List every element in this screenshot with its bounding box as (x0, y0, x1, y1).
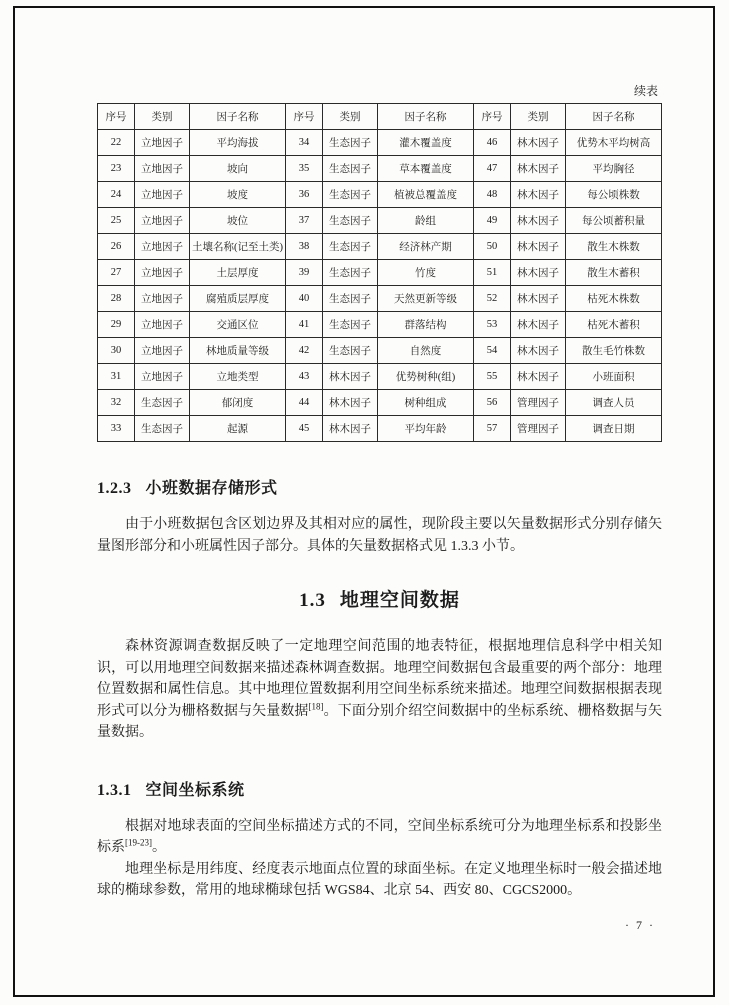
table-body (98, 130, 662, 442)
table-row (98, 286, 662, 312)
table-cell: 25 (98, 208, 135, 234)
table-cell: 林木因子 (511, 156, 566, 182)
table-cell: 35 (286, 156, 323, 182)
table-cell: 坡位 (190, 208, 286, 234)
section-heading-1-3 (97, 585, 662, 612)
table-cell: 林木因子 (323, 416, 378, 442)
table-cell: 生态因子 (323, 130, 378, 156)
table-cell: 49 (474, 208, 511, 234)
table-cell: 47 (474, 156, 511, 182)
section-heading-1-2-3 (97, 475, 662, 498)
table-cell: 立地因子 (135, 338, 190, 364)
table-cell: 40 (286, 286, 323, 312)
table-cell: 立地因子 (135, 260, 190, 286)
table-cell: 灌木覆盖度 (378, 130, 474, 156)
table-cell: 52 (474, 286, 511, 312)
table-cell: 生态因子 (323, 260, 378, 286)
table-cell: 46 (474, 130, 511, 156)
table-cell: 郁闭度 (190, 390, 286, 416)
table-header-cell: 类别 (323, 104, 378, 130)
table-cell: 调查日期 (566, 416, 662, 442)
table-cell: 枯死木株数 (566, 286, 662, 312)
table-cell: 平均海拔 (190, 130, 286, 156)
table-cell: 39 (286, 260, 323, 286)
table-cell: 38 (286, 234, 323, 260)
table-header-cell: 因子名称 (566, 104, 662, 130)
table-cell: 林木因子 (511, 234, 566, 260)
table-cell: 林木因子 (511, 260, 566, 286)
table-cell: 生态因子 (323, 312, 378, 338)
table-cell: 散生木株数 (566, 234, 662, 260)
table-cell: 24 (98, 182, 135, 208)
citation-19-23: [19-23] (125, 837, 152, 848)
page-number: · 7 · (625, 918, 655, 932)
table-row (98, 364, 662, 390)
table-cell: 林木因子 (511, 364, 566, 390)
table-cell: 管理因子 (511, 390, 566, 416)
table-header-cell: 序号 (98, 104, 135, 130)
paragraph-geographic-coordinates: 地理坐标是用纬度、经度表示地面点位置的球面坐标。在定义地理坐标时一般会描述地球的椭球参数，常用的地球椭球包括 WGS84、北京 54、西安 80、CGCS2000。 (97, 861, 662, 898)
table-cell: 群落结构 (378, 312, 474, 338)
table-cell: 立地因子 (135, 286, 190, 312)
table-cell: 平均年龄 (378, 416, 474, 442)
table-cell: 立地因子 (135, 364, 190, 390)
table-cell: 54 (474, 338, 511, 364)
table-cell: 起源 (190, 416, 286, 442)
table-cell: 生态因子 (323, 286, 378, 312)
table-header-cell: 序号 (286, 104, 323, 130)
table-cell: 生态因子 (323, 208, 378, 234)
table-cell: 48 (474, 182, 511, 208)
table-row (98, 130, 662, 156)
survey-factor-table (97, 103, 662, 442)
continued-table-label: 续表 (633, 84, 658, 98)
table-cell: 33 (98, 416, 135, 442)
table-cell: 散生毛竹株数 (566, 338, 662, 364)
table-cell: 立地类型 (190, 364, 286, 390)
table-row (98, 390, 662, 416)
table-cell: 29 (98, 312, 135, 338)
table-cell: 34 (286, 130, 323, 156)
table-cell: 优势树种(组) (378, 364, 474, 390)
table-cell: 41 (286, 312, 323, 338)
table-cell: 每公顷蓄积量 (566, 208, 662, 234)
table-row (98, 156, 662, 182)
table-cell: 56 (474, 390, 511, 416)
table-cell: 立地因子 (135, 234, 190, 260)
table-cell: 林木因子 (511, 182, 566, 208)
table-cell: 53 (474, 312, 511, 338)
section-number: 1.2.3 (97, 480, 132, 497)
table-header-cell: 类别 (511, 104, 566, 130)
table-cell: 林木因子 (511, 338, 566, 364)
table-cell: 37 (286, 208, 323, 234)
table-cell: 26 (98, 234, 135, 260)
citation-18: [18] (308, 700, 324, 711)
table-cell: 龄组 (378, 208, 474, 234)
table-cell: 28 (98, 286, 135, 312)
section-title: 空间坐标系统 (145, 781, 245, 799)
table-cell: 立地因子 (135, 312, 190, 338)
paragraph-coordinate-systems (97, 816, 662, 859)
section-heading-1-3-1 (97, 777, 662, 800)
table-cell: 50 (474, 234, 511, 260)
table-cell: 42 (286, 338, 323, 364)
table-cell: 经济林产期 (378, 234, 474, 260)
paragraph-text: 根据对地球表面的空间坐标描述方式的不同，空间坐标系统可分为地理坐标系和投影坐标系 (97, 818, 662, 855)
table-cell: 32 (98, 390, 135, 416)
table-cell: 优势木平均树高 (566, 130, 662, 156)
table-cell: 立地因子 (135, 156, 190, 182)
paragraph-text: 森林资源调查数据反映了一定地理空间范围的地表特征，根据地理信息科学中相关知识，可以用地理空间数据来描述森林调查数据。地理空间数据包含最重要的两个部分：地理位置数据和属性信息。其中地理位置数据利用空间坐标系统来描述。地理空间数据根据表现形式可以分为栅格数据与矢量数据 (97, 639, 662, 719)
table-cell: 30 (98, 338, 135, 364)
table-cell: 管理因子 (511, 416, 566, 442)
table-cell: 每公顷株数 (566, 182, 662, 208)
table-cell: 立地因子 (135, 182, 190, 208)
table-cell: 立地因子 (135, 130, 190, 156)
table-cell: 立地因子 (135, 208, 190, 234)
paragraph-geospatial-data (97, 636, 662, 744)
table-cell: 36 (286, 182, 323, 208)
table-cell: 林木因子 (511, 130, 566, 156)
table-cell: 生态因子 (135, 390, 190, 416)
table-cell: 生态因子 (323, 234, 378, 260)
table-header-row (98, 104, 662, 130)
table-cell: 林木因子 (323, 364, 378, 390)
table-cell: 林地质量等级 (190, 338, 286, 364)
table-cell: 44 (286, 390, 323, 416)
table-cell: 林木因子 (511, 312, 566, 338)
table-cell: 调查人员 (566, 390, 662, 416)
table-cell: 43 (286, 364, 323, 390)
table-cell: 林木因子 (323, 390, 378, 416)
table-row (98, 338, 662, 364)
table-header-cell: 序号 (474, 104, 511, 130)
table-cell: 林木因子 (511, 286, 566, 312)
table-cell: 55 (474, 364, 511, 390)
table-cell: 生态因子 (135, 416, 190, 442)
table-cell: 生态因子 (323, 182, 378, 208)
table-cell: 林木因子 (511, 208, 566, 234)
table-row (98, 312, 662, 338)
table-row (98, 182, 662, 208)
table-cell: 散生木蓄积 (566, 260, 662, 286)
paragraph-storage-form: 由于小班数据包含区划边界及其相对应的属性，现阶段主要以矢量数据形式分别存储矢量图形部分和小班属性因子部分。具体的矢量数据格式见 1.3.3 小节。 (97, 517, 662, 554)
table-row (98, 234, 662, 260)
paragraph-text: 。下面分别介绍空间数据中的坐标系统、栅格数据与矢量数据。 (97, 703, 663, 740)
table-row (98, 260, 662, 286)
section-title: 地理空间数据 (339, 590, 460, 611)
table-row (98, 208, 662, 234)
table-header-cell: 因子名称 (190, 104, 286, 130)
page-content (97, 82, 662, 902)
table-cell: 自然度 (378, 338, 474, 364)
table-cell: 植被总覆盖度 (378, 182, 474, 208)
table-cell: 51 (474, 260, 511, 286)
table-cell: 45 (286, 416, 323, 442)
section-number: 1.3 (299, 590, 326, 611)
table-cell: 57 (474, 416, 511, 442)
table-cell: 枯死木蓄积 (566, 312, 662, 338)
section-number: 1.3.1 (97, 781, 132, 799)
table-cell: 坡向 (190, 156, 286, 182)
table-cell: 22 (98, 130, 135, 156)
table-cell: 坡度 (190, 182, 286, 208)
table-cell: 树种组成 (378, 390, 474, 416)
table-cell: 生态因子 (323, 338, 378, 364)
table-cell: 23 (98, 156, 135, 182)
table-cell: 天然更新等级 (378, 286, 474, 312)
table-cell: 竹度 (378, 260, 474, 286)
section-title: 小班数据存储形式 (145, 480, 278, 497)
paragraph-text: 。 (152, 840, 166, 855)
table-cell: 草本覆盖度 (378, 156, 474, 182)
table-cell: 小班面积 (566, 364, 662, 390)
table-cell: 27 (98, 260, 135, 286)
table-cell: 腐殖质层厚度 (190, 286, 286, 312)
table-cell: 土层厚度 (190, 260, 286, 286)
table-cell: 交通区位 (190, 312, 286, 338)
table-header-cell: 因子名称 (378, 104, 474, 130)
table-cell: 31 (98, 364, 135, 390)
table-header-cell: 类别 (135, 104, 190, 130)
table-cell: 生态因子 (323, 156, 378, 182)
table-cell: 平均胸径 (566, 156, 662, 182)
table-row (98, 416, 662, 442)
table-cell: 土壤名称(记至土类) (190, 234, 286, 260)
